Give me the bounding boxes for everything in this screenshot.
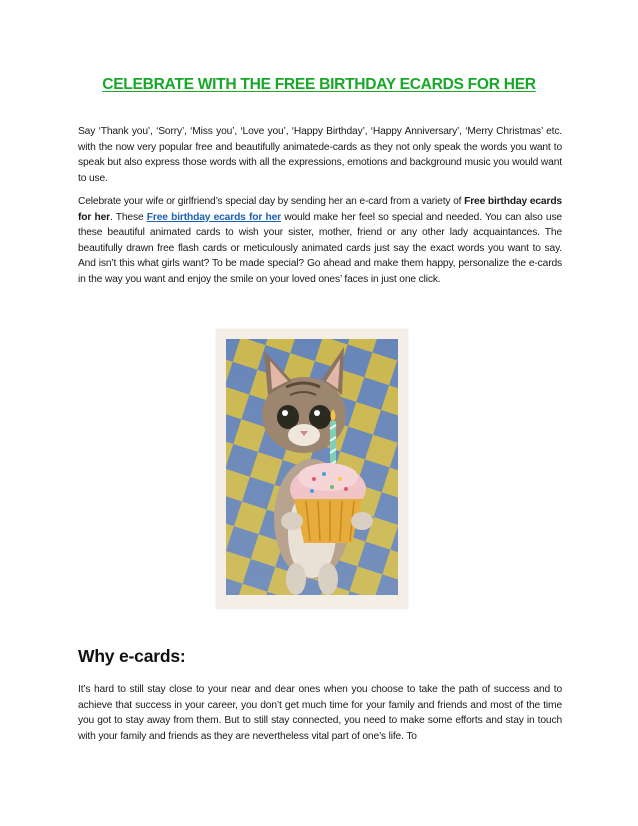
section-heading: Why e-cards: [78,646,186,666]
why-ecards-text: It’s hard to still stay close to your near and dear ones when you choose to take the path of success and to achieve that success in your career, you don’t get much time for your family and friends and most of the time you got to stay away from them. But to still stay connected, you need to make some efforts and stay in touch with your family and friends as they are nevertheless vital part of one’s life. To [78,684,562,742]
bold-keyword: Free birthday ecards for her [78,196,562,223]
ecards-link[interactable]: Free birthday ecards for her [146,211,281,223]
celebrate-text-a: Celebrate your wife or girlfriend’s special day by sending her an e-card from a variety of [78,196,465,207]
celebrate-text-b: . These [109,211,147,223]
kitten-cupcake-photo [216,329,408,609]
intro-text: Say ‘Thank you’, ‘Sorry’, ‘Miss you’, ‘Love you’, ‘Happy Birthday’, ‘Happy Anniversary’, ‘Merry Christmas’ etc. with the now very popular free and beautifully animatede-cards as they not only speak the words you want to speak but also express those words with all the expressions, emotions and background music you would want to use. [78,126,562,184]
celebrate-text-c: would make her feel so special and needed. You can also use these beautiful animated cards to wish your sister, mother, friend or any other lady acquaintances. The beautifully drawn free flash cards or meticulously animated cards just say the exact words you want to say. And isn’t this what girls want? To be made special? Go ahead and make them happy, personalize the e-cards in the way you want and enjoy the smile on your loved ones’ faces in just one click. [78,211,562,285]
why-ecards-paragraph [78,682,562,744]
intro-paragraph [78,124,562,186]
celebrate-paragraph [78,194,562,288]
page-title: CELEBRATE WITH THE FREE BIRTHDAY ECARDS FOR HER [102,76,536,93]
